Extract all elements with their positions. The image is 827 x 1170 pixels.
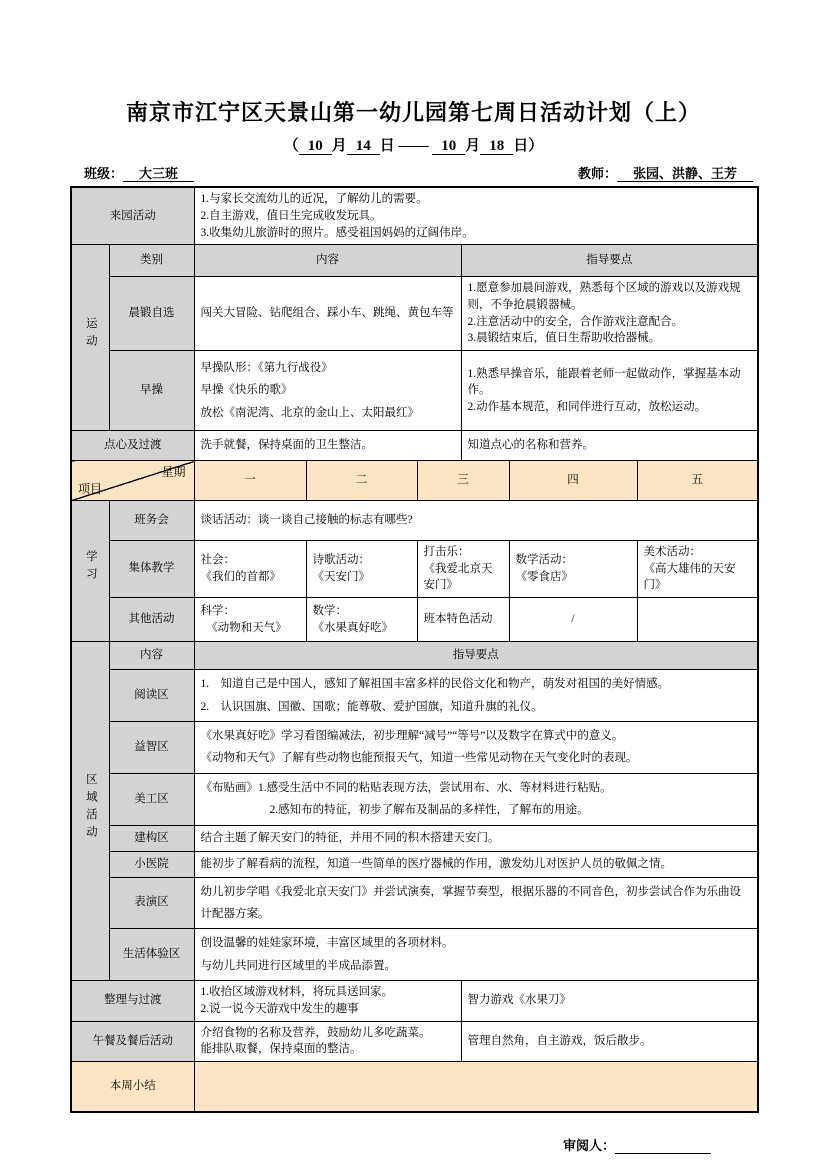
hospital-area-guidance: 能初步了解看病的流程，知道一些简单的医疗器械的作用，激发幼儿对医护人员的敬佩之情。 xyxy=(194,851,758,877)
date-range xyxy=(70,134,757,155)
table-row xyxy=(71,825,758,851)
group-teaching-wed xyxy=(417,541,509,598)
date-open-paren: （ xyxy=(283,138,299,155)
table-row xyxy=(71,351,758,431)
performance-area-label: 表演区 xyxy=(109,877,194,929)
hospital-area-label: 小医院 xyxy=(109,851,194,877)
text-line: 能排队取餐，保持桌面的整洁。 xyxy=(200,1043,362,1056)
construction-area-label: 建构区 xyxy=(109,825,194,851)
reviewer-label: 审阅人： xyxy=(563,1137,616,1153)
area-guidance-header: 指导要点 xyxy=(194,642,758,670)
day-header-wed: 三 xyxy=(417,461,509,501)
other-activity-label: 其他活动 xyxy=(109,598,194,642)
life-experience-area-guidance xyxy=(194,929,758,981)
day-header-tue: 二 xyxy=(306,461,417,501)
text-line: 数学： xyxy=(312,604,347,617)
other-activity-mon xyxy=(194,598,306,642)
sports-section-label: 运动 xyxy=(71,245,109,431)
reviewer-signature-line xyxy=(615,1140,711,1154)
morning-drill-content xyxy=(194,351,461,431)
tidy-transition-content xyxy=(194,981,461,1021)
other-activity-wed: 班本特色活动 xyxy=(417,598,509,642)
arrival-activity-content xyxy=(194,187,758,245)
reading-area-guidance xyxy=(194,670,758,722)
date-dash: —— xyxy=(398,138,429,155)
day-header-fri: 五 xyxy=(637,461,758,501)
table-row xyxy=(71,642,758,670)
morning-exercise-free-label: 晨锻自选 xyxy=(109,277,194,351)
puzzle-area-label: 益智区 xyxy=(109,721,194,773)
table-row xyxy=(71,277,758,351)
meta-row xyxy=(70,163,757,182)
area-content-header: 内容 xyxy=(109,642,194,670)
week-label: 星期 xyxy=(161,465,186,480)
other-activity-thu: / xyxy=(509,598,637,642)
text-line: 1.熟悉早操音乐，能跟着老师一起做动作，掌握基本动作。 xyxy=(467,367,741,397)
class-label: 班级： xyxy=(84,166,124,182)
table-row xyxy=(71,929,758,981)
text-line: 《零食店》 xyxy=(515,571,573,584)
text-line: 放松《南泥湾、北京的金山上、太阳最红》 xyxy=(200,406,419,419)
text-line: 早操《快乐的歌》 xyxy=(200,384,293,397)
table-row xyxy=(71,1021,758,1061)
weekly-summary-label: 本周小结 xyxy=(71,1062,194,1112)
text-line: 早操队形：《第九行战役》 xyxy=(200,361,333,374)
teacher-value: 张园、洪静、王芳 xyxy=(617,166,753,182)
table-row xyxy=(71,877,758,929)
table-row xyxy=(71,431,758,461)
text-line: 3.晨锻结束后，值日生帮助收拾器械。 xyxy=(467,332,661,345)
teacher-label: 教师： xyxy=(577,166,617,182)
text-line: 2. 认识国旗、国徽、国歌；能尊敬、爱护国旗，知道升旗的礼仪。 xyxy=(200,700,543,713)
text-line: 《天安门》 xyxy=(312,571,370,584)
construction-area-guidance: 结合主题了解天安门的特征，并用不同的积木搭建天安门。 xyxy=(194,825,758,851)
art-area-label: 美工区 xyxy=(109,773,194,825)
reading-area-label: 阅读区 xyxy=(109,670,194,722)
end-day-value: 18 xyxy=(480,138,513,155)
text-line: 1.收拾区域游戏材料，将玩具送回家。 xyxy=(200,986,394,999)
category-header: 类别 xyxy=(109,245,194,277)
text-line: 与幼儿共同进行区域里的半成品添置。 xyxy=(200,959,396,972)
table-row xyxy=(71,501,758,541)
class-meeting-label: 班务会 xyxy=(109,501,194,541)
text-line: 社会： xyxy=(200,554,235,567)
snack-transition-content: 洗手就餐，保持桌面的卫生整洁。 xyxy=(194,431,461,461)
table-row xyxy=(71,187,758,245)
learning-section-label: 学习 xyxy=(71,501,109,642)
text-line: 2.注意活动中的安全，合作游戏注意配合。 xyxy=(467,315,684,328)
text-line: 美术活动： xyxy=(643,546,701,559)
end-month-value: 10 xyxy=(432,138,465,155)
group-teaching-mon xyxy=(194,541,306,598)
table-row xyxy=(71,981,758,1021)
guidance-header: 指导要点 xyxy=(461,245,758,277)
teacher-field xyxy=(578,163,753,182)
life-experience-area-label: 生活体验区 xyxy=(109,929,194,981)
text-line: 2.自主游戏，值日生完成收发玩具。 xyxy=(200,210,382,223)
text-line: 2.感知布的特征，初步了解布及制品的多样性，了解布的用途。 xyxy=(200,804,589,817)
table-row xyxy=(71,670,758,722)
day-header-thu: 四 xyxy=(509,461,637,501)
table-row xyxy=(71,245,758,277)
table-row xyxy=(71,541,758,598)
morning-drill-guidance xyxy=(461,351,758,431)
text-line: 《我爱北京天安门》 xyxy=(423,562,493,592)
month-char: 月 xyxy=(331,138,347,155)
group-teaching-label: 集体教学 xyxy=(109,541,194,598)
text-line: 科学： xyxy=(200,604,235,617)
tidy-transition-guidance: 智力游戏《水果刀》 xyxy=(461,981,758,1021)
puzzle-area-guidance xyxy=(194,721,758,773)
group-teaching-thu xyxy=(509,541,637,598)
page-title: 南京市江宁区天景山第一幼儿园第七周日活动计划（上） xyxy=(125,100,701,125)
table-row xyxy=(71,773,758,825)
text-line: 诗歌活动： xyxy=(312,554,370,567)
class-meeting-content: 谈话活动：谈一谈自己接触的标志有哪些? xyxy=(194,501,758,541)
month-char: 月 xyxy=(465,138,481,155)
tidy-transition-label: 整理与过渡 xyxy=(71,981,194,1021)
text-line: 介绍食物的名称及营养，鼓励幼儿多吃蔬菜。 xyxy=(200,1026,431,1039)
day-header-mon: 一 xyxy=(194,461,306,501)
snack-transition-label: 点心及过渡 xyxy=(71,431,194,461)
text-line: 2.动作基本规范，和同伴进行互动，放松运动。 xyxy=(467,400,707,413)
other-activity-tue xyxy=(306,598,417,642)
art-area-guidance xyxy=(194,773,758,825)
text-line: 《我们的首都》 xyxy=(200,571,281,584)
date-close-paren: 日） xyxy=(513,138,544,155)
text-line: 1.愿意参加晨间游戏，熟悉每个区域的游戏以及游戏规则，不争抢晨锻器械。 xyxy=(467,282,741,312)
text-line: 创设温馨的娃娃家环境，丰富区域里的各项材料。 xyxy=(200,937,454,950)
content-header: 内容 xyxy=(194,245,461,277)
start-month-value: 10 xyxy=(299,138,332,155)
class-field xyxy=(84,163,194,182)
table-row xyxy=(71,851,758,877)
table-row xyxy=(71,1062,758,1112)
text-line: 1.与家长交流幼儿的近况，了解幼儿的需要。 xyxy=(200,193,428,206)
table-row xyxy=(71,461,758,501)
text-line: 1. 知道自己是中国人，感知了解祖国丰富多样的民俗文化和物产，萌发对祖国的美好情感。 xyxy=(200,678,670,691)
area-activity-section-label: 区域活动 xyxy=(71,642,109,981)
text-line: 打击乐： xyxy=(423,546,470,559)
text-line: 《动物和天气》了解有些动物也能预报天气，知道一些常见动物在天气变化时的表现。 xyxy=(200,752,638,765)
arrival-activity-label: 来园活动 xyxy=(71,187,194,245)
class-value: 大三班 xyxy=(123,166,194,182)
weekly-plan-table xyxy=(70,186,759,1112)
group-teaching-tue xyxy=(306,541,417,598)
project-label: 项目 xyxy=(78,482,103,497)
performance-area-guidance xyxy=(194,877,758,929)
lunch-activity-content xyxy=(194,1021,461,1061)
group-teaching-fri xyxy=(637,541,758,598)
lunch-activity-label: 午餐及餐后活动 xyxy=(71,1021,194,1061)
other-activity-fri xyxy=(637,598,758,642)
text-line: 《布贴画》1.感受生活中不同的粘贴表现方法，尝试用布、水、等材料进行粘贴。 xyxy=(200,781,612,794)
lunch-activity-guidance: 管理自然角，自主游戏，饭后散步。 xyxy=(461,1021,758,1061)
day-char: 日 xyxy=(379,138,395,155)
morning-drill-label: 早操 xyxy=(109,351,194,431)
reviewer-field xyxy=(563,1135,757,1154)
morning-exercise-free-guidance xyxy=(461,277,758,351)
weekly-summary-content xyxy=(194,1062,758,1112)
text-line: 2.说一说今天游戏中发生的趣事 xyxy=(200,1003,359,1015)
week-project-diagonal-header xyxy=(71,461,194,501)
text-line: 幼儿初步学唱《我爱北京天安门》并尝试演奏，掌握节奏型，根据乐器的不同音色，初步尝试合作为乐曲设计配器方案。 xyxy=(200,885,741,921)
start-day-value: 14 xyxy=(347,138,380,155)
morning-exercise-free-content: 闯关大冒险、钻爬组合、踩小车、跳绳、黄包车等 xyxy=(194,277,461,351)
text-line: 《水果真好吃》学习看图编减法，初步理解“减号”“等号”以及数字在算式中的意义。 xyxy=(200,729,624,742)
snack-transition-guidance: 知道点心的名称和营养。 xyxy=(461,431,758,461)
text-line: 3.收集幼儿旅游时的照片。感受祖国妈妈的辽阔伟岸。 xyxy=(200,226,474,239)
text-line: 《高大雄伟的天安门》 xyxy=(643,562,736,592)
table-row xyxy=(71,721,758,773)
text-line: 数学活动： xyxy=(515,554,573,567)
text-line: 《水果真好吃》 xyxy=(312,621,393,634)
table-row xyxy=(71,598,758,642)
text-line: 《动物和天气》 xyxy=(200,621,287,634)
